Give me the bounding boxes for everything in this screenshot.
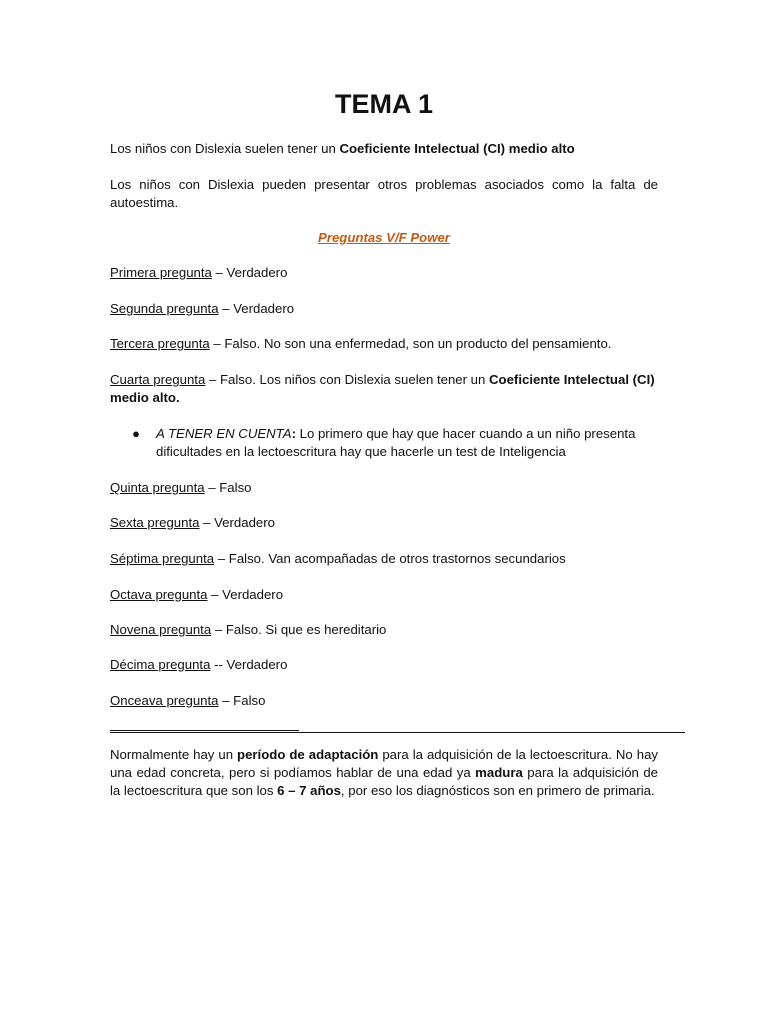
question-label: Quinta pregunta	[110, 480, 205, 495]
question-answer: – Verdadero	[218, 301, 295, 316]
question-label: Décima pregunta	[110, 657, 211, 672]
question-line-4	[110, 371, 658, 407]
question-label: Sexta pregunta	[110, 515, 200, 530]
question-line-8	[110, 586, 658, 604]
question-line-2	[110, 300, 658, 318]
subtitle-text: Preguntas V/F Power	[318, 230, 450, 245]
question-answer-bold: Coeficiente Intelectual (CI) medio alto.	[110, 372, 655, 405]
question-answer: – Falso	[218, 693, 266, 708]
closing-paragraph	[110, 746, 658, 800]
note-text: Lo primero que hay que hacer cuando a un niño presenta dificultades en la lectoescritura hay que hacerle un test de Inteligencia	[156, 426, 636, 459]
question-label: Tercera pregunta	[110, 336, 210, 351]
closing-text-2: para la adquisición de la lectoescritura. No hay una edad concreta, pero si podíamos hablar de una edad ya	[110, 747, 658, 780]
question-label: Octava pregunta	[110, 587, 208, 602]
intro-paragraph-2: Los niños con Dislexia pueden presentar otros problemas asociados como la falta de autoestima.	[110, 177, 658, 210]
closing-bold-3: 6 – 7 años	[277, 783, 341, 798]
note-label: A TENER EN CUENTA	[156, 426, 292, 441]
question-line-5	[110, 479, 658, 497]
section-subtitle	[110, 229, 658, 247]
question-answer: – Falso. Van acompañadas de otros trastornos secundarios	[214, 551, 566, 566]
question-answer: – Falso. Los niños con Dislexia suelen tener un	[205, 372, 490, 387]
question-answer: – Falso. No son una enfermedad, son un producto del pensamiento.	[209, 336, 612, 351]
intro-p1-bold: Coeficiente Intelectual (CI) medio alto	[339, 141, 575, 156]
note-colon: :	[291, 426, 296, 441]
page-title: TEMA 1	[334, 89, 433, 119]
closing-bold-1: período de adaptación	[237, 747, 379, 762]
question-answer: – Verdadero	[207, 587, 284, 602]
question-label: Cuarta pregunta	[110, 372, 206, 387]
question-answer: – Verdadero	[199, 515, 275, 530]
question-line-11	[110, 692, 658, 710]
divider-long	[110, 732, 685, 733]
question-line-6	[110, 514, 658, 532]
question-line-7	[110, 550, 658, 568]
closing-bold-2: madura	[475, 765, 523, 780]
question-label: Séptima pregunta	[110, 551, 215, 566]
question-answer: – Falso	[204, 480, 252, 495]
closing-text-1: Normalmente hay un	[110, 747, 238, 762]
divider-short	[110, 730, 299, 731]
question-label: Primera pregunta	[110, 265, 212, 280]
intro-p1-text: Los niños con Dislexia suelen tener un	[110, 141, 340, 156]
bullet-icon: ●	[132, 426, 140, 441]
note-bullet-item	[156, 425, 658, 461]
question-line-3	[110, 335, 658, 353]
question-answer: -- Verdadero	[210, 657, 288, 672]
intro-paragraph-1	[110, 140, 658, 158]
closing-text-4: , por eso los diagnósticos son en primero de primaria.	[340, 783, 655, 798]
question-label: Segunda pregunta	[110, 301, 219, 316]
question-line-1	[110, 264, 658, 282]
question-label: Novena pregunta	[110, 622, 212, 637]
question-label: Onceava pregunta	[110, 693, 219, 708]
question-line-9	[110, 621, 658, 639]
question-answer: – Falso. Si que es hereditario	[211, 622, 387, 637]
question-answer: – Verdadero	[211, 265, 288, 280]
closing-text-3: para la adquisición de la lectoescritura que son los	[110, 765, 658, 798]
question-line-10	[110, 656, 658, 674]
